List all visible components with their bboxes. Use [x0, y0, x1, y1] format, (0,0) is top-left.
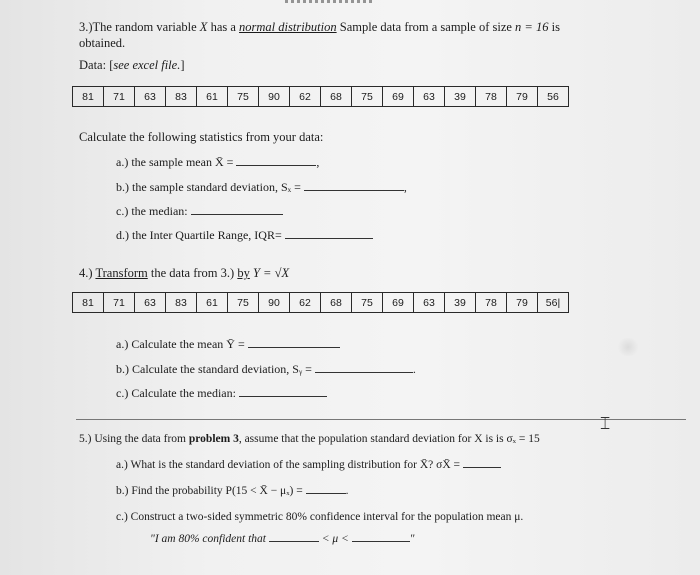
p5-item-b — [116, 485, 349, 497]
p5-item-c — [116, 511, 523, 523]
data-label-italic: see excel file. — [113, 58, 181, 72]
data-table-problem3 — [72, 86, 569, 107]
p3-text: has a — [207, 20, 240, 34]
answer-blank[interactable] — [285, 237, 373, 239]
p4-item-a-label: a.) Calculate the mean Ȳ = — [116, 337, 245, 351]
table-cell: 75 — [228, 293, 259, 313]
quote-mid: < μ < — [321, 533, 349, 545]
answer-blank[interactable] — [248, 346, 340, 348]
p5-item-a-label: a.) What is the standard deviation of the sampling distribution for X̄? σX̄ = — [116, 459, 460, 471]
p4-item-c — [116, 386, 327, 401]
answer-blank[interactable] — [315, 371, 413, 373]
p3-item-a-label: a.) the sample mean X̄ = — [116, 155, 234, 169]
p4-transform: Transform — [95, 266, 148, 280]
p5-item-c-label: c.) Construct a two-sided symmetric 80% confidence interval for the population mean μ. — [116, 511, 524, 523]
p3-dist: normal distribution — [239, 20, 337, 34]
table-cell: 90 — [259, 293, 290, 313]
table-cell: 79 — [507, 293, 538, 313]
data-label-suffix: ] — [180, 58, 185, 72]
table-cell: 83 — [166, 293, 197, 313]
data-label — [79, 58, 185, 73]
p3-item-b — [116, 180, 407, 195]
p3-var: X — [199, 20, 208, 34]
table-row — [73, 293, 569, 313]
table-cell: 62 — [290, 293, 321, 313]
table-cell: 69 — [383, 87, 414, 107]
table-cell: 79 — [507, 87, 538, 107]
item-suffix: . — [345, 485, 349, 497]
item-suffix: , — [316, 155, 320, 169]
table-cell: 81 — [73, 87, 104, 107]
p3-item-b-label: b.) the sample standard deviation, Sₓ = — [116, 180, 301, 194]
table-cell: 75 — [352, 87, 383, 107]
answer-blank[interactable] — [236, 164, 316, 166]
p3-n: n = 16 — [515, 20, 549, 34]
table-cell: 63 — [135, 87, 166, 107]
p3-item-a — [116, 155, 319, 170]
answer-blank[interactable] — [191, 213, 283, 215]
p3-text: 3.)The random variable — [79, 20, 200, 34]
table-cell: 63 — [414, 293, 445, 313]
table-cell: 71 — [104, 293, 135, 313]
answer-blank-upper[interactable] — [352, 540, 410, 542]
p5-item-a — [116, 459, 501, 471]
answer-blank[interactable] — [304, 189, 404, 191]
table-cell: 71 — [104, 87, 135, 107]
table-cell: 68 — [321, 87, 352, 107]
data-table-problem4 — [72, 292, 569, 313]
p4-item-b-label: b.) Calculate the standard deviation, Sᵧ = — [116, 362, 312, 376]
p4-formula: Y = √X — [249, 266, 290, 280]
table-cell: 62 — [290, 87, 321, 107]
table-cell: 75 — [228, 87, 259, 107]
data-label-prefix: Data: [ — [79, 58, 114, 72]
answer-blank[interactable] — [463, 466, 501, 468]
p4-item-b — [116, 362, 416, 377]
section-divider — [76, 419, 686, 420]
problem3-intro — [79, 19, 560, 51]
table-cell: 63 — [414, 87, 445, 107]
p4-item-c-label: c.) Calculate the median: — [116, 386, 236, 400]
p3-text: Sample data from a sample of size — [336, 20, 516, 34]
table-cell: 61 — [197, 87, 228, 107]
table-cell: 68 — [321, 293, 352, 313]
table-cell: 78 — [476, 293, 507, 313]
table-cell: 39 — [445, 293, 476, 313]
page-top-edge-mark — [285, 0, 375, 3]
item-suffix: , — [403, 180, 407, 194]
text-cursor-icon: ⌶ — [600, 414, 611, 434]
table-cell: 56| — [538, 293, 569, 313]
quote-pre: "I am 80% confident that — [150, 533, 266, 545]
p4-by: by — [237, 266, 250, 280]
answer-blank-lower[interactable] — [269, 540, 319, 542]
table-cell: 39 — [445, 87, 476, 107]
answer-blank[interactable] — [306, 492, 346, 494]
table-cell: 83 — [166, 87, 197, 107]
table-row — [73, 87, 569, 107]
p4-text: 4.) — [79, 266, 96, 280]
p5-text: , assume that the population standard deviation for X is is σₓ = 15 — [238, 433, 540, 445]
table-cell: 56 — [538, 87, 569, 107]
p5-bold: problem 3 — [188, 433, 239, 445]
p4-text: the data from 3.) — [147, 266, 238, 280]
p5-quote-line — [150, 533, 415, 545]
paper-smudge — [616, 338, 640, 356]
table-cell: 61 — [197, 293, 228, 313]
table-cell: 78 — [476, 87, 507, 107]
problem4-heading — [79, 266, 289, 281]
p5-item-b-label: b.) Find the probability P(15 < X̄ − μₓ) = — [116, 485, 303, 497]
p3-item-d — [116, 228, 373, 243]
p5-text: 5.) Using the data from — [79, 433, 189, 445]
table-cell: 63 — [135, 293, 166, 313]
p3-item-d-label: d.) the Inter Quartile Range, IQR= — [116, 228, 282, 242]
table-cell: 90 — [259, 87, 290, 107]
p3-text: is — [548, 20, 560, 34]
p3-item-c — [116, 204, 283, 219]
table-cell: 69 — [383, 293, 414, 313]
answer-blank[interactable] — [239, 395, 327, 397]
item-suffix: . — [412, 362, 416, 376]
p4-item-a — [116, 337, 340, 352]
problem5-intro — [79, 433, 540, 445]
quote-end: " — [409, 533, 415, 545]
table-cell: 75 — [352, 293, 383, 313]
p3-item-c-label: c.) the median: — [116, 204, 188, 218]
table-cell: 81 — [73, 293, 104, 313]
p3-text-line2: obtained. — [79, 36, 126, 50]
calc-heading: Calculate the following statistics from your data: — [79, 130, 324, 144]
